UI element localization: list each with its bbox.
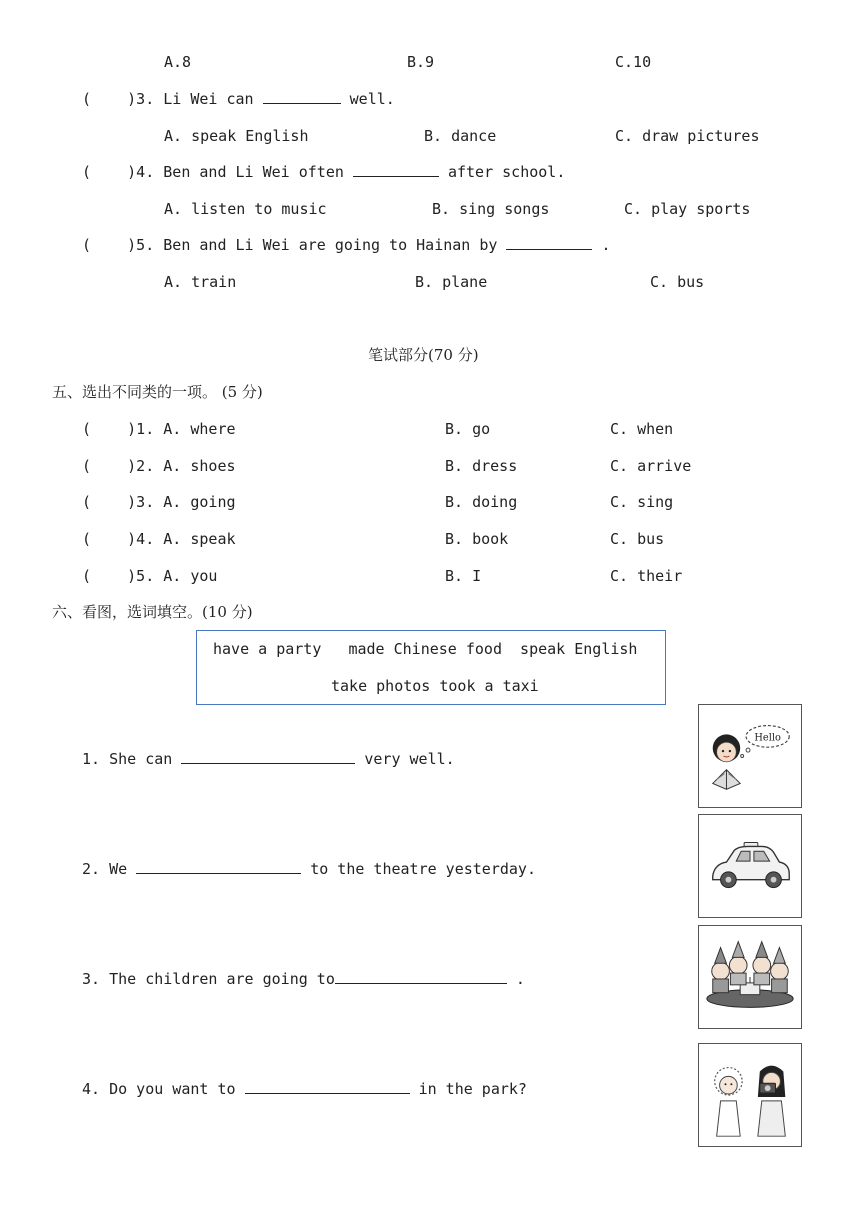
- q5-option-b: B. plane: [415, 273, 488, 291]
- section5-item-2: ( )2. A. shoes: [82, 457, 236, 475]
- q3-option-b: B. dance: [424, 127, 497, 145]
- girl-reading-hello-icon: [698, 704, 802, 808]
- section5-item-4-c: C. bus: [610, 530, 665, 548]
- listening-question-4: ( )4. Ben and Li Wei often after school.: [82, 163, 566, 181]
- answer-blank[interactable]: [506, 235, 592, 250]
- q4-option-c: C. play sports: [624, 200, 751, 218]
- section5-item-5-b: B. I: [445, 567, 482, 585]
- answer-blank[interactable]: [136, 859, 301, 874]
- party-children-icon: [698, 925, 802, 1029]
- listening-question-5: ( )5. Ben and Li Wei are going to Hainan by .: [82, 236, 611, 254]
- section5-item-1-b: B. go: [445, 420, 491, 438]
- q3-option-c: C. draw pictures: [615, 127, 760, 145]
- listening-question-3: ( )3. Li Wei can well.: [82, 90, 395, 108]
- q4-option-a: A. listen to music: [164, 200, 327, 218]
- section5-item-1: ( )1. A. where: [82, 420, 236, 438]
- q5-option-a: A. train: [164, 273, 237, 291]
- answer-blank[interactable]: [263, 89, 341, 104]
- section6-title: 六、看图，选词填空。(10 分): [52, 603, 253, 621]
- section5-item-1-c: C. when: [610, 420, 674, 438]
- answer-blank[interactable]: [245, 1079, 410, 1094]
- answer-blank[interactable]: [335, 969, 507, 984]
- section6-question-3: 3. The children are going to .: [82, 970, 525, 988]
- taxi-icon: [698, 814, 802, 918]
- girls-taking-photo-icon: [698, 1043, 802, 1147]
- word-bank-line-1: have a party made Chinese food speak English: [213, 640, 638, 658]
- section6-question-1: 1. She can very well.: [82, 750, 455, 768]
- section5-item-2-b: B. dress: [445, 457, 518, 475]
- section5-item-5: ( )5. A. you: [82, 567, 218, 585]
- word-bank-line-2: take photos took a taxi: [331, 677, 539, 695]
- section5-item-3-c: C. sing: [610, 493, 674, 511]
- section5-title: 五、选出不同类的一项。 (5 分): [52, 383, 263, 401]
- section5-item-4-b: B. book: [445, 530, 509, 548]
- answer-blank[interactable]: [353, 162, 439, 177]
- q4-option-b: B. sing songs: [432, 200, 550, 218]
- q2-option-a: A.8: [164, 53, 192, 71]
- q5-option-c: C. bus: [650, 273, 705, 291]
- q2-option-b: B.9: [407, 53, 435, 71]
- section5-item-2-c: C. arrive: [610, 457, 692, 475]
- section6-question-4: 4. Do you want to in the park?: [82, 1080, 527, 1098]
- q2-option-c: C.10: [615, 53, 652, 71]
- section5-item-4: ( )4. A. speak: [82, 530, 236, 548]
- answer-blank[interactable]: [181, 749, 355, 764]
- section5-item-3-b: B. doing: [445, 493, 518, 511]
- q3-option-a: A. speak English: [164, 127, 309, 145]
- section5-item-3: ( )3. A. going: [82, 493, 236, 511]
- hello-bubble-text: Hello: [754, 732, 781, 744]
- written-part-title: 笔试部分(70 分): [368, 346, 479, 364]
- section5-item-5-c: C. their: [610, 567, 683, 585]
- section6-question-2: 2. We to the theatre yesterday.: [82, 860, 536, 878]
